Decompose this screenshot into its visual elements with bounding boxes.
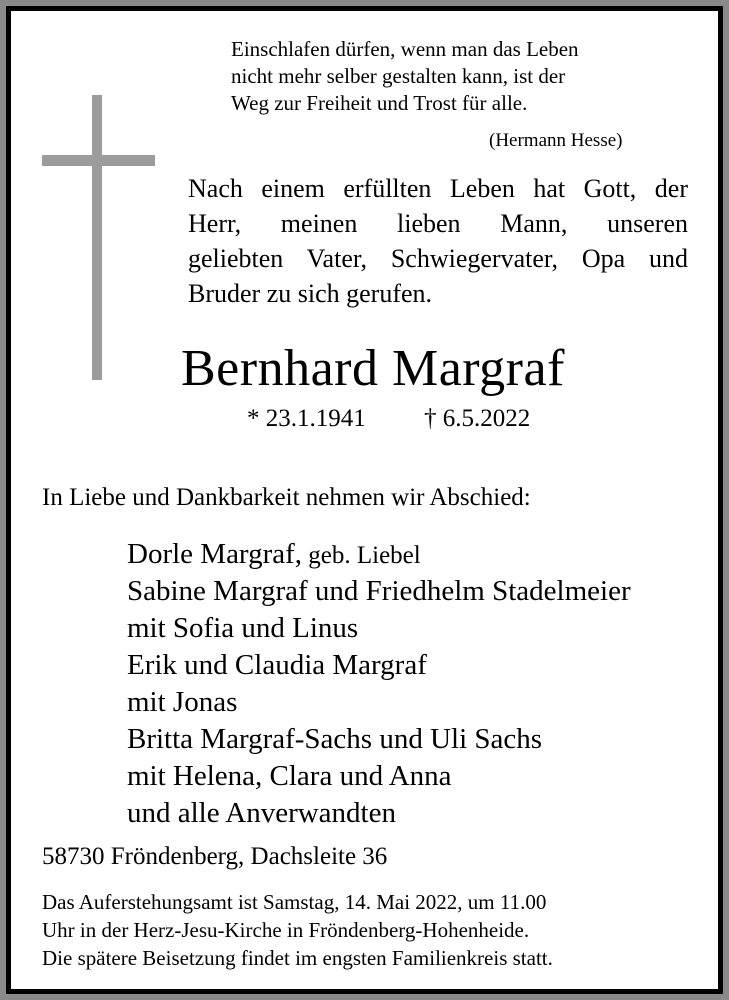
quote-line: nicht mehr selber gestalten kann, ist der (231, 64, 566, 88)
mourners-list (127, 536, 631, 832)
mourner-entry: Erik und Claudia Margraf (127, 649, 427, 681)
service-note (42, 888, 690, 972)
mourner-entry: Britta Margraf-Sachs und Uli Sachs (127, 723, 543, 755)
birth-date: * 23.1.1941 (247, 405, 366, 432)
service-note-line: Das Auferstehungsamt ist Samstag, 14. Mai 2022, um 11.00 (42, 890, 547, 914)
intro-line: Herr, meinen lieben Mann, unseren (188, 209, 688, 238)
mourner-entry: mit Jonas (127, 686, 238, 718)
intro-line: Bruder zu sich gerufen. (188, 279, 433, 308)
death-date: † 6.5.2022 (424, 405, 531, 432)
mourner-name: Dorle Margraf, (127, 538, 303, 570)
intro-line: Nach einem erfüllten Leben hat Gott, der (188, 174, 688, 203)
service-note-line: Die spätere Beisetzung findet im engsten Familienkreis statt. (42, 946, 553, 970)
quote-line: Weg zur Freiheit und Trost für alle. (231, 91, 528, 115)
deceased-name: Bernhard Margraf (181, 340, 565, 397)
mourner-entry: Sabine Margraf und Friedhelm Stadelmeier (127, 575, 631, 607)
mourner-entry (127, 536, 631, 573)
intro-text (188, 171, 688, 311)
mourner-entry: mit Sofia und Linus (127, 612, 359, 644)
intro-line: geliebten Vater, Schwiegervater, Opa und (188, 244, 688, 273)
family-address: 58730 Fröndenberg, Dachsleite 36 (42, 843, 388, 870)
mourner-entry: und alle Anverwandten (127, 797, 396, 829)
service-note-line: Uhr in der Herz-Jesu-Kirche in Fröndenberg-Hohenheide. (42, 918, 530, 942)
mourner-entry: mit Helena, Clara und Anna (127, 760, 452, 792)
mourner-birth-name: geb. Liebel (302, 542, 421, 569)
farewell-line: In Liebe und Dankbarkeit nehmen wir Abschied: (42, 484, 531, 511)
cross-horizontal-beam (42, 155, 155, 166)
cross-vertical-beam (92, 95, 102, 380)
quote-source: (Hermann Hesse) (489, 130, 623, 151)
quote-line: Einschlafen dürfen, wenn man das Leben (231, 37, 579, 61)
